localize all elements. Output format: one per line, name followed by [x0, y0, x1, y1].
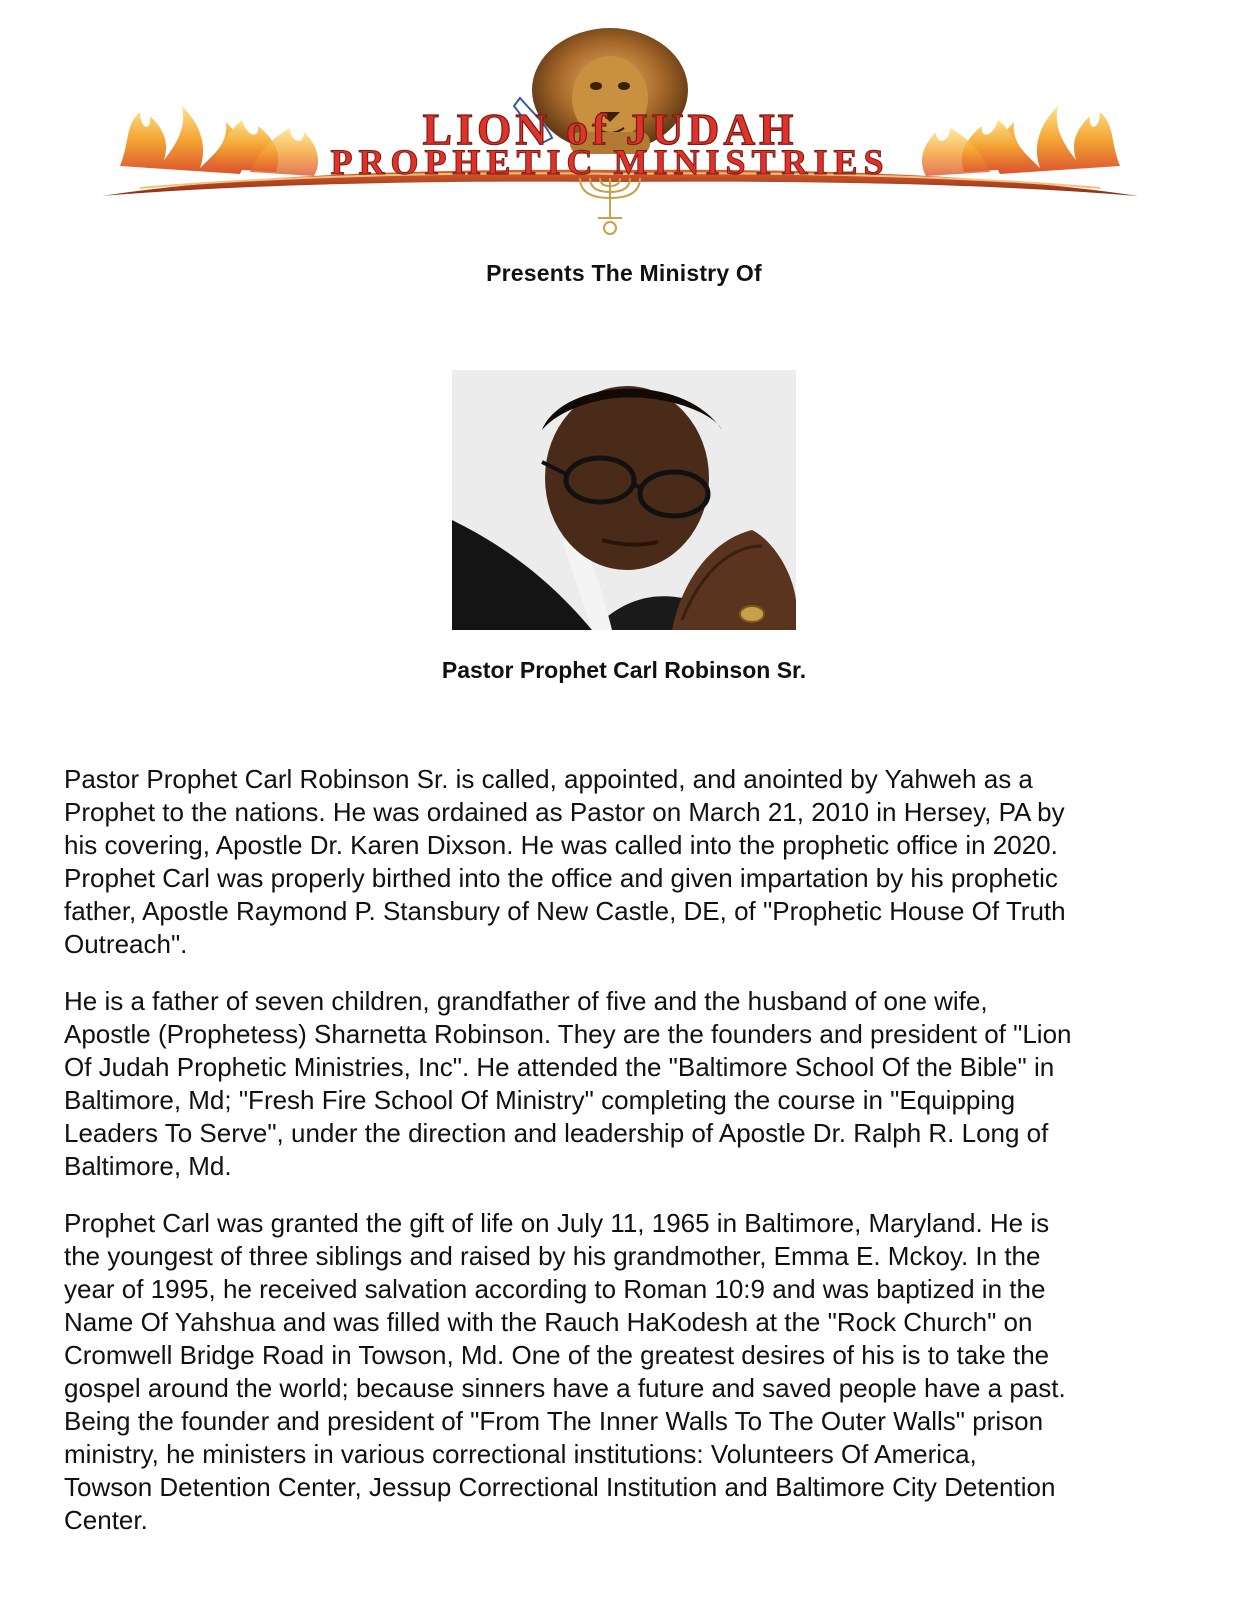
presents-heading: Presents The Ministry Of [486, 260, 762, 286]
bio-paragraph-1: Pastor Prophet Carl Robinson Sr. is called, appointed, and anointed by Yahweh as a Prophet to the nations. He was ordained as Pastor on March 21, 2010 in Hersey, PA by his covering, Apostle Dr. Karen Dixson. He was called into the prophetic office in 2020. Prophet Carl was properly birthed into the office and given impartation by his prophetic father, Apostle Raymond P. Stansbury of New Castle, DE, of "Prophetic House Of Truth Outreach". [64, 764, 1066, 959]
pastor-photo [452, 370, 796, 630]
bio-paragraph-2: He is a father of seven children, grandfather of five and the husband of one wife, Apostle (Prophetess) Sharnetta Robinson. They are the founders and president of "Lion Of Judah Prophetic Ministries, Inc". He attended the "Baltimore School Of the Bible" in Baltimore, Md; "Fresh Fire School Of Ministry" completing the course in "Equipping Leaders To Serve", under the direction and leadership of Apostle Dr. Ralph R. Long of Baltimore, Md. [64, 986, 1072, 1181]
right-flames-icon [922, 106, 1120, 176]
ministry-logo [100, 28, 1140, 238]
bio-paragraph-3: Prophet Carl was granted the gift of life on July 11, 1965 in Baltimore, Maryland. He is the youngest of three siblings and raised by his grandmother, Emma E. Mckoy. In the year of 1995, he received salvation according to Roman 10:9 and was baptized in the Name Of Yahshua and was filled with the Rauch HaKodesh at the "Rock Church" on Cromwell Bridge Road in Towson, Md. One of the greatest desires of his is to take the gospel around the world; because sinners have a future and saved people have a past. Being the founder and president of "From The Inner Walls To The Outer Walls" prison ministry, he ministers in various correctional institutions: Volunteers Of America, Towson Detention Center, Jessup Correctional Institution and Baltimore City Detention Center. [64, 1208, 1066, 1535]
logo-title-line2: PROPHETIC MINISTRIES [330, 142, 890, 182]
left-flames-icon [120, 106, 318, 176]
menorah-icon [580, 178, 640, 234]
pastor-name-caption: Pastor Prophet Carl Robinson Sr. [441, 657, 807, 683]
logo-title-line1: LION of JUDAH [422, 105, 798, 154]
portrait-photo-icon [452, 370, 796, 630]
biography [64, 763, 1189, 1561]
